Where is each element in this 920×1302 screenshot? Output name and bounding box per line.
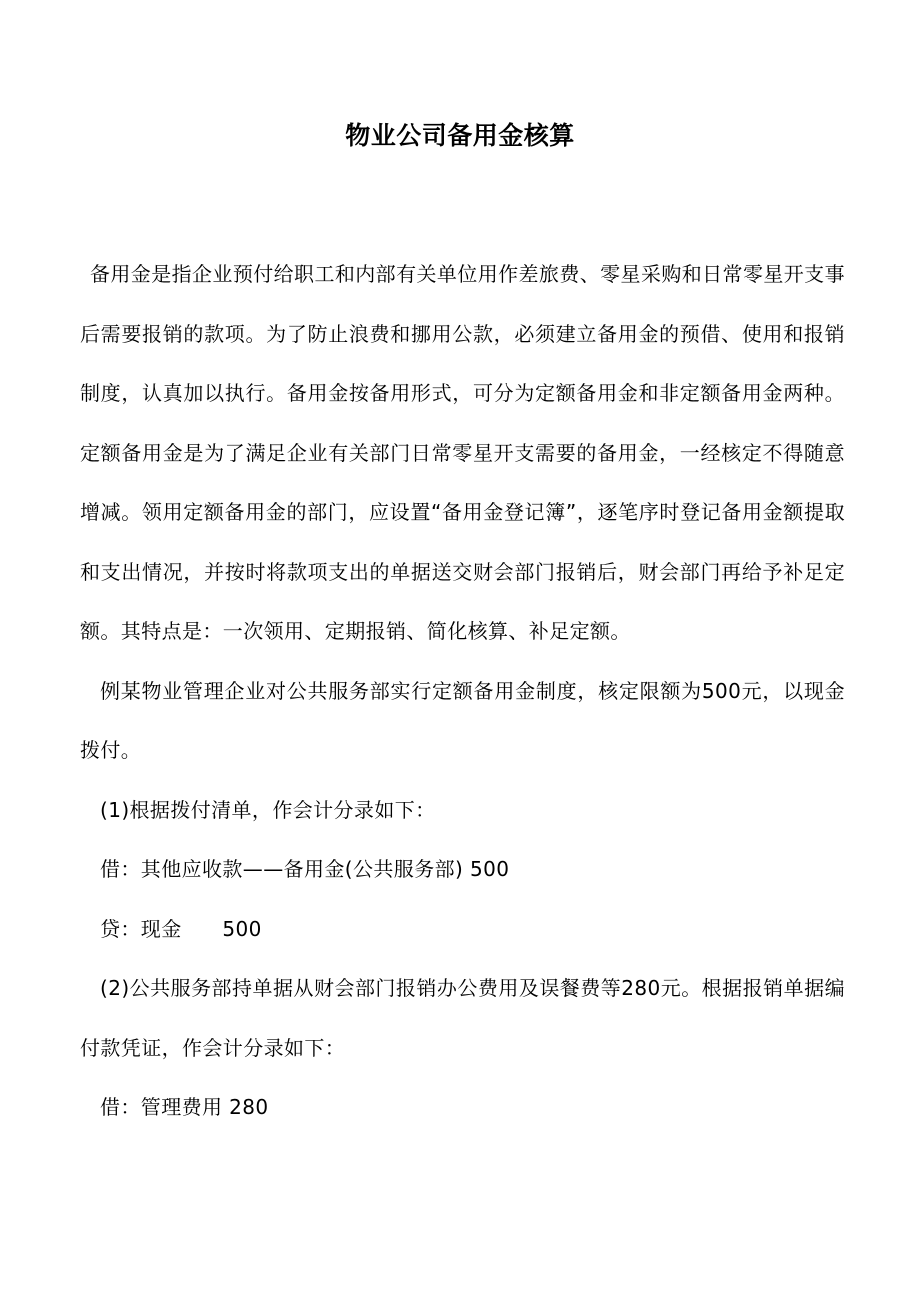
paragraph-example: 例某物业管理企业对公共服务部实行定额备用金制度，核定限额为500元，以现金拨付。 [80,678,845,762]
document-title: 物业公司备用金核算 [345,121,575,150]
journal-entry-credit-1: 贷：现金 500 [100,916,262,941]
journal-entry-debit-2: 借：管理费用 280 [100,1095,269,1119]
journal-entry-debit-1: 借：其他应收款——备用金(公共服务部) 500 [100,857,510,881]
paragraph-step-1: (1)根据拨付清单，作会计分录如下： [100,797,436,822]
document-body [80,245,845,1138]
paragraph-step-2: (2)公共服务部持单据从财会部门报销办公费用及误餐费等280元。根据报销单据编付款凭证，作会计分录如下： [80,976,845,1060]
paragraph-petty-cash-definition: 备用金是指企业预付给职工和内部有关单位用作差旅费、零星采购和日常零星开支事后需要报销的款项。为了防止浪费和挪用公款，必须建立备用金的预借、使用和报销制度，认真加以执行。备用金按备用形式，可分为定额备用金和非定额备用金两种。定额备用金是为了满足企业有关部门日常零星开支需要的备用金，一经核定不得随意增减。领用定额备用金的部门，应设置“备用金登记簿”，逐笔序时登记备用金额提取和支出情况，并按时将款项支出的单据送交财会部门报销后，财会部门再给予补足定额。其特点是：一次领用、定期报销、简化核算、补足定额。 [80,262,845,643]
